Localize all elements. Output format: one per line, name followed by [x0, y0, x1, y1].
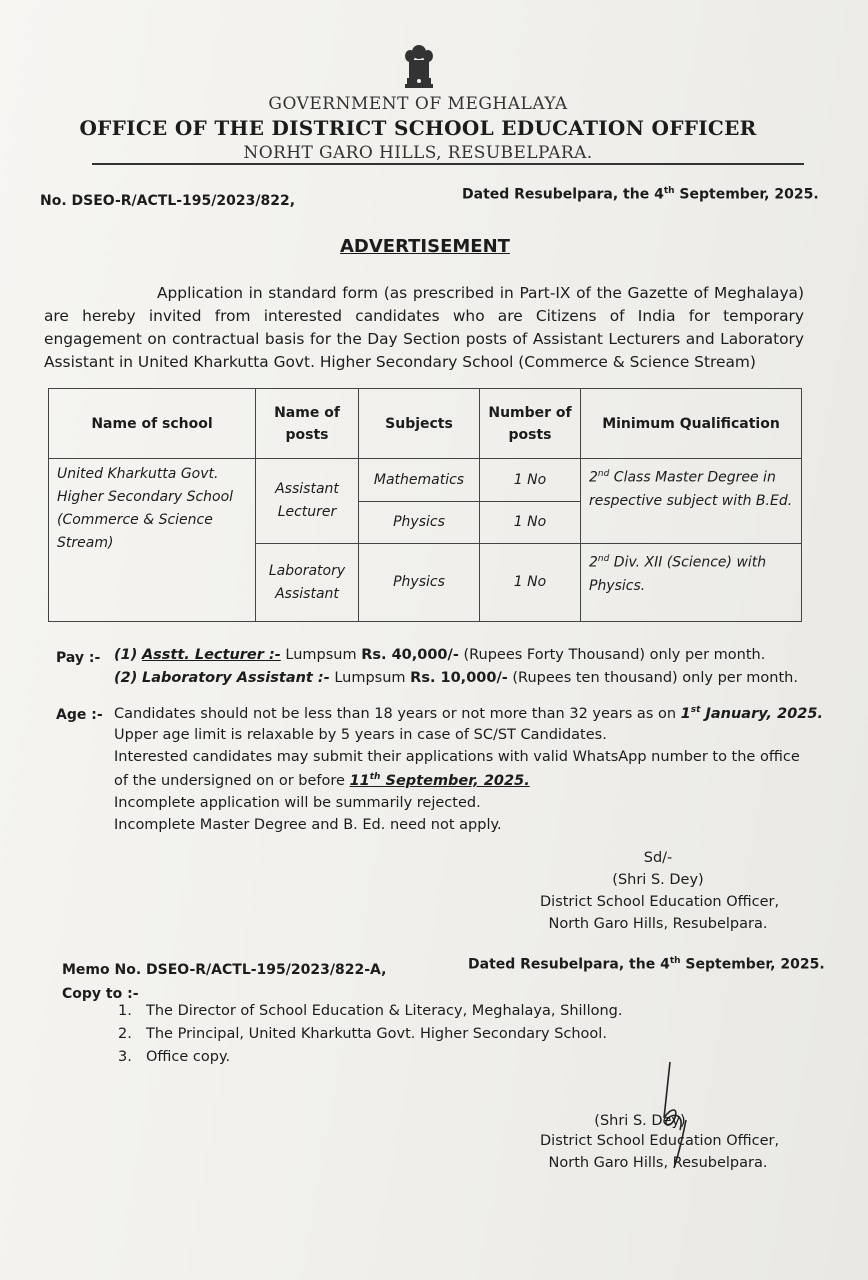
subject-cell: Mathematics [359, 459, 480, 501]
document-title: ADVERTISEMENT [340, 236, 510, 257]
posts-table [48, 388, 802, 622]
list-item: 2. The Principal, United Kharkutta Govt. Higher Secondary School. [118, 1026, 607, 1042]
age-line-5: Incomplete application will be summarily rejected. [114, 795, 481, 811]
qualification-cell: 2nd Div. XII (Science) with Physics. [581, 544, 802, 622]
header-subjects: Subjects [359, 389, 480, 459]
office-place: NORHT GARO HILLS, RESUBELPARA. [243, 143, 593, 163]
signatory-designation: District School Education Officer, [540, 894, 780, 910]
office-name: OFFICE OF THE DISTRICT SCHOOL EDUCATION OFFICER [79, 116, 757, 140]
age-label: Age :- [56, 707, 103, 723]
number-cell: 1 No [480, 544, 581, 622]
pay-label: Pay :- [56, 650, 101, 666]
advertisement-body: Application in standard form (as prescribed in Part-IX of the Gazette of Meghalaya) are hereby invited from interested candidates who are Citizens of India for temporary engagement on contractual basis for the Day Section posts of Assistant Lecturers and Laboratory Assistant in United Kharkutta Govt. Higher Secondary School (Commerce & Science Stream) [44, 284, 804, 371]
reference-date: Dated Resubelpara, the 4th September, 2025. [462, 186, 819, 203]
pay-line-1: (1) Asstt. Lecturer :- Lumpsum Rs. 40,000/- (Rupees Forty Thousand) only per month. [114, 647, 766, 663]
copy-to-label: Copy to :- [62, 986, 139, 1002]
age-line-4: of the undersigned on or before 11th September, 2025. [114, 772, 530, 789]
age-line-3: Interested candidates may submit their applications with valid WhatsApp number to the office [114, 749, 800, 765]
signatory-place-2: North Garo Hills, Resubelpara. [548, 1155, 768, 1171]
number-cell: 1 No [480, 501, 581, 543]
subject-cell: Physics [359, 501, 480, 543]
post-assistant-lecturer: Assistant Lecturer [256, 459, 359, 544]
age-line-2: Upper age limit is relaxable by 5 years in case of SC/ST Candidates. [114, 727, 607, 743]
pay-line-2: (2) Laboratory Assistant :- Lumpsum Rs. 10,000/- (Rupees ten thousand) only per month. [114, 670, 798, 686]
memo-number: Memo No. DSEO-R/ACTL-195/2023/822-A, [62, 962, 387, 978]
header-posts: Name of posts [256, 389, 359, 459]
list-item: 3. Office copy. [118, 1049, 231, 1065]
age-line-6: Incomplete Master Degree and B. Ed. need not apply. [114, 817, 502, 833]
signatory-designation-2: District School Education Officer, [540, 1133, 780, 1149]
subject-cell: Physics [359, 544, 480, 622]
post-laboratory-assistant: Laboratory Assistant [256, 544, 359, 622]
header-number: Number of posts [480, 389, 581, 459]
number-cell: 1 No [480, 459, 581, 501]
copy-list [118, 1000, 622, 1069]
header-divider [92, 163, 804, 165]
signatory-name: (Shri S. Dey) [612, 872, 704, 888]
list-item: 1. The Director of School Education & Literacy, Meghalaya, Shillong. [118, 1003, 623, 1019]
header-qualification: Minimum Qualification [581, 389, 802, 459]
age-line-1: Candidates should not be less than 18 years or not more than 32 years as on 1st January, 2025. [114, 705, 823, 722]
reference-number: No. DSEO-R/ACTL-195/2023/822, [40, 193, 296, 209]
signature-sd: Sd/- [643, 850, 673, 866]
signatory-place: North Garo Hills, Resubelpara. [548, 916, 768, 932]
national-emblem-icon [401, 40, 437, 90]
signatory-name-2: (Shri S. Dey) [594, 1113, 686, 1129]
government-name: GOVERNMENT OF MEGHALAYA [268, 94, 568, 114]
memo-date: Dated Resubelpara, the 4th September, 2025. [468, 956, 825, 973]
table-header-row [49, 389, 802, 459]
table-row [49, 459, 802, 501]
qualification-cell: 2nd Class Master Degree in respective subject with B.Ed. [581, 459, 802, 544]
header-school: Name of school [49, 389, 256, 459]
school-name-cell: United Kharkutta Govt. Higher Secondary School (Commerce & Science Stream) [49, 459, 256, 622]
